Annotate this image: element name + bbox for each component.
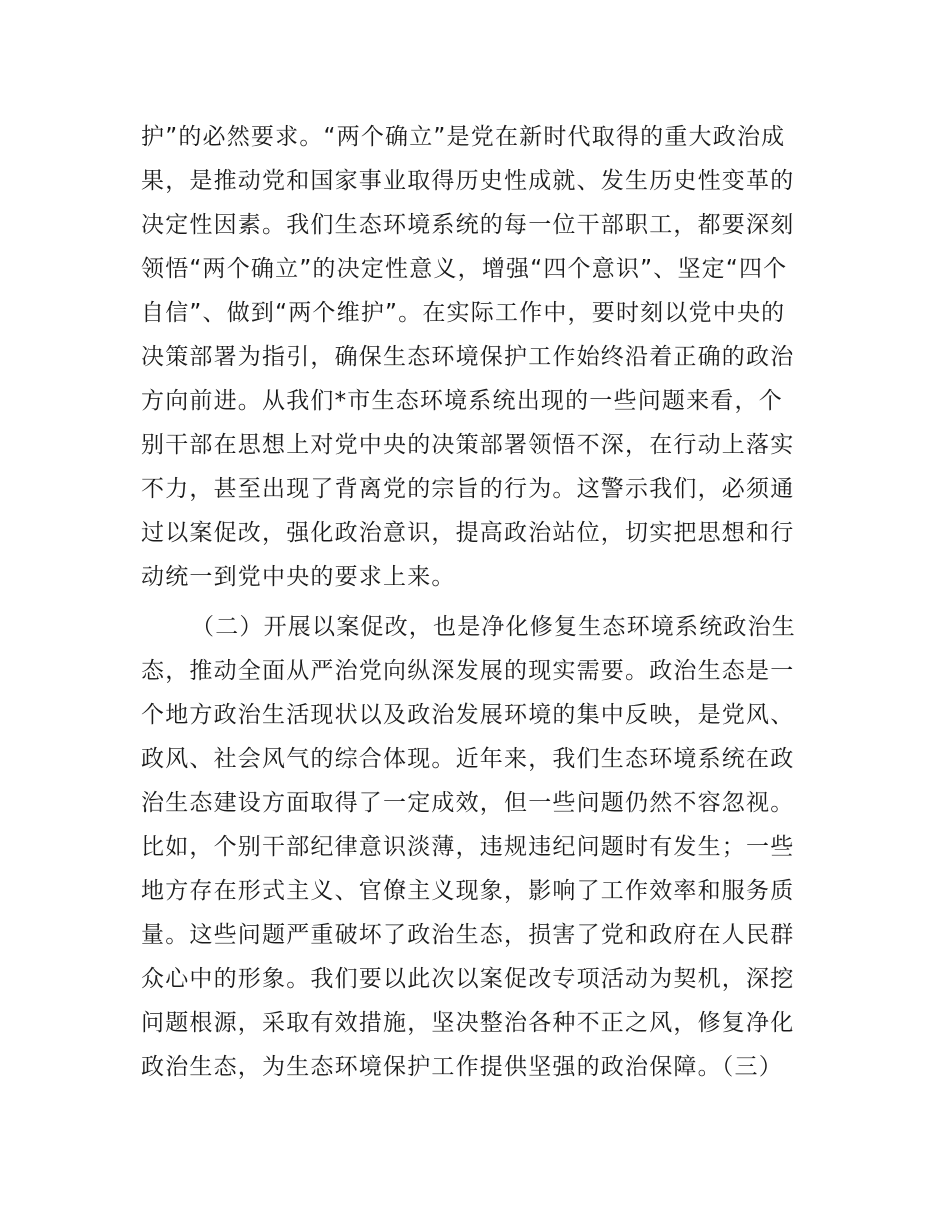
paragraph-1 — [141, 115, 813, 599]
text-line: 果，是推动党和国家事业取得历史性成就、发生历史性变革的 — [141, 168, 795, 194]
text-line: 自信”、做到“两个维护”。在实际工作中，要时刻以党中央的 — [141, 300, 786, 326]
text-line: 比如，个别干部纪律意识淡薄，违规违纪问题时有发生；一些 — [141, 834, 795, 860]
text-line: 不力，甚至出现了背离党的宗旨的行为。这警示我们，必须通 — [141, 476, 795, 502]
text-line: 众心中的形象。我们要以此次以案促改专项活动为契机，深挖 — [141, 966, 795, 992]
text-line: 别干部在思想上对党中央的决策部署领悟不深，在行动上落实 — [141, 432, 795, 458]
text-line: 问题根源，采取有效措施，坚决整治各种不正之风，修复净化 — [141, 1010, 795, 1036]
text-line: 个地方政治生活现状以及政治发展环境的集中反映，是党风、 — [141, 702, 795, 728]
text-line: 方向前进。从我们*市生态环境系统出现的一些问题来看，个 — [141, 388, 783, 414]
text-line: 政治生态，为生态环境保护工作提供坚强的政治保障。（三） — [141, 1054, 783, 1080]
body-text — [141, 115, 813, 1089]
text-line: 过以案促改，强化政治意识，提高政治站位，切实把思想和行 — [141, 520, 795, 546]
text-line: 量。这些问题严重破坏了政治生态，损害了党和政府在人民群 — [141, 922, 795, 948]
text-line: 地方存在形式主义、官僚主义现象，影响了工作效率和服务质 — [141, 878, 795, 904]
text-line: （二）开展以案促改，也是净化修复生态环境系统政治生 — [191, 614, 796, 640]
text-line: 决定性因素。我们生态环境系统的每一位干部职工，都要深刻 — [141, 212, 795, 238]
text-line: 治生态建设方面取得了一定成效，但一些问题仍然不容忽视。 — [141, 790, 795, 816]
text-line: 领悟“两个确立”的决定性意义，增强“四个意识”、坚定“四个 — [141, 256, 788, 282]
text-line: 动统一到党中央的要求上来。 — [141, 564, 456, 590]
text-line: 态，推动全面从严治党向纵深发展的现实需要。政治生态是一 — [141, 658, 795, 684]
text-line: 政风、社会风气的综合体现。近年来，我们生态环境系统在政 — [141, 746, 795, 772]
paragraph-2 — [141, 605, 813, 1089]
text-line: 决策部署为指引，确保生态环境保护工作始终沿着正确的政治 — [141, 344, 795, 370]
text-line: 护”的必然要求。“两个确立”是党在新时代取得的重大政治成 — [141, 124, 786, 150]
